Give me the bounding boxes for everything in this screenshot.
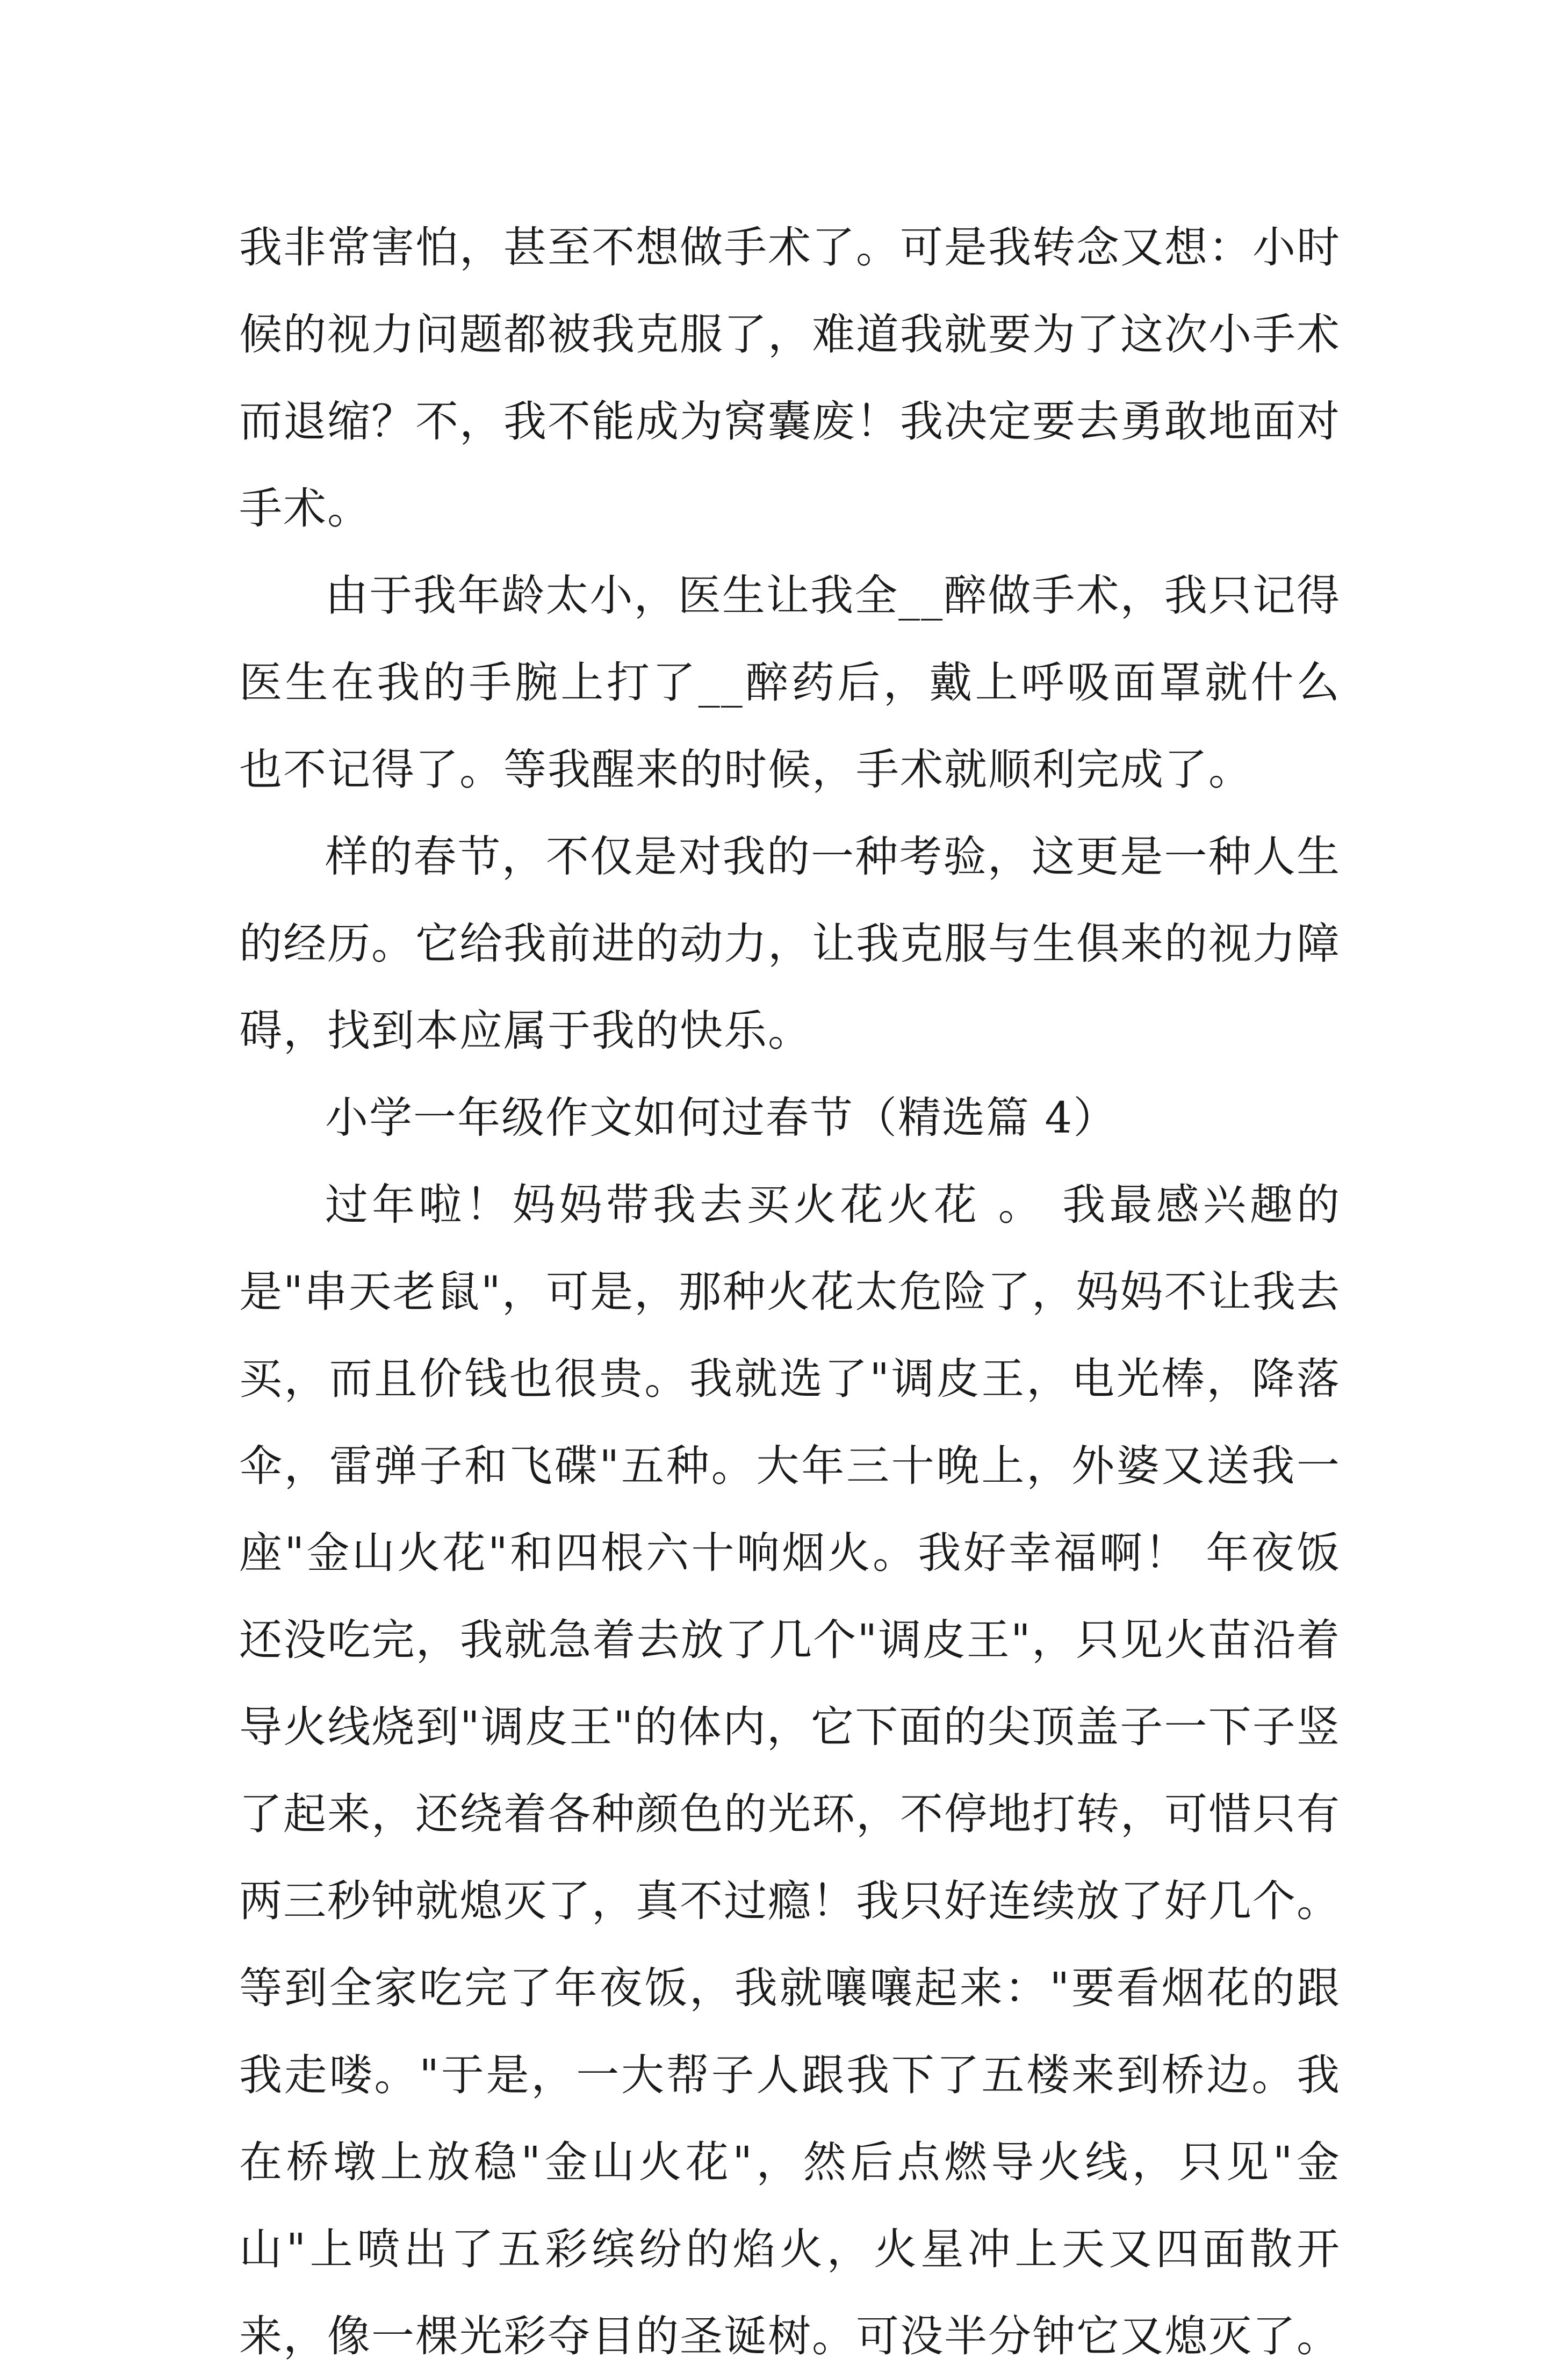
paragraph-surgery-fear: 我非常害怕，甚至不想做手术了。可是我转念又想：小时候的视力问题都被我克服了，难道我就要为了这次小手术而退缩？不，我不能成为窝囊废！我决定要去勇敢地面对手术。 bbox=[239, 222, 1341, 533]
section-heading: 小学一年级作文如何过春节（精选篇 4） bbox=[325, 1093, 1118, 1143]
article-body bbox=[239, 204, 1341, 2380]
paragraph-fireworks: 过年啦！妈妈带我去买火花火花 。 我最感兴趣的是"串天老鼠"，可是，那种火花太危险了，妈妈不让我去买，而且价钱也很贵。我就选了"调皮王，电光棒，降落伞，雷弹子和飞碟"五种。大年三十晚上，外婆又送我一座"金山火花"和四根六十响烟火。我好幸福啊！ 年夜饭还没吃完，我就急着去放了几个"调皮王"，只见火苗沿着导火线烧到"调皮王"的体内，它下面的尖顶盖子一下子竖了起来，还绕着各种颜色的光环，不停地打转，可惜只有两三秒钟就熄灭了，真不过瘾！我只好连续放了好几个。 等到全家吃完了年夜饭，我就嚷嚷起来："要看烟花的跟我走喽。"于是，一大帮子人跟我下了五楼来到桥边。我在桥墩上放稳"金山火花"，然后点燃导火线，只见"金山"上喷出了五彩缤纷的焰火，火星冲上天又四面散开来，像一棵光彩夺目的圣诞树。可没半分钟它又熄灭了。 bbox=[239, 1180, 1341, 2361]
paragraph-spring-festival-experience: 样的春节，不仅是对我的一种考验，这更是一种人生的经历。它给我前进的动力，让我克服与生俱来的视力障碍，找到本应属于我的快乐。 bbox=[239, 832, 1341, 1056]
paragraph-anesthesia: 由于我年龄太小，医生让我全__醉做手术，我只记得医生在我的手腕上打了__醉药后，戴上呼吸面罩就什么也不记得了。等我醒来的时候，手术就顺利完成了。 bbox=[239, 571, 1341, 795]
